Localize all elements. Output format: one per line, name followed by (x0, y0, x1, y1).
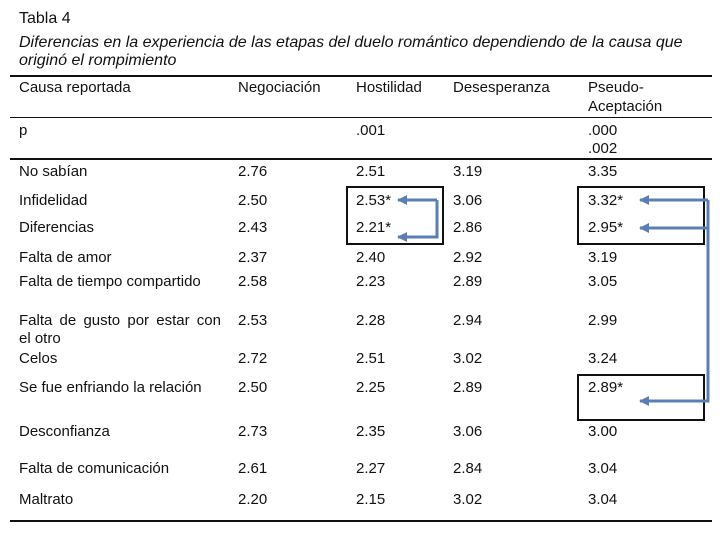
hostility-bracket-arrow-bottom (398, 200, 437, 237)
cell-cause: No sabían (19, 163, 88, 180)
header-pseudo-line2: Aceptación (588, 98, 663, 115)
cell-negotiation: 2.20 (238, 491, 268, 508)
cell-cause: Se fue enfriando la relación (19, 379, 202, 396)
cell-hostility: 2.40 (356, 249, 386, 266)
cell-hostility: 2.51 (356, 163, 386, 180)
cell-cause: Falta de gusto por estar con el otro (19, 312, 221, 347)
header-cause: Causa reportada (19, 79, 131, 96)
cell-hostility: 2.27 (356, 460, 386, 477)
cell-despair: 2.94 (453, 312, 483, 329)
cell-negotiation: 2.58 (238, 273, 268, 290)
cell-pseudo-acceptance: 3.04 (588, 460, 618, 477)
cell-cause: Maltrato (19, 491, 74, 508)
cell-despair: 2.84 (453, 460, 483, 477)
header-negotiation: Negociación (238, 79, 321, 96)
cell-negotiation: 2.72 (238, 350, 268, 367)
cell-pseudo-acceptance: 2.95* (588, 219, 624, 236)
cell-despair: 2.89 (453, 379, 483, 396)
cell-pseudo-acceptance: 3.00 (588, 423, 618, 440)
table-label: Tabla 4 (19, 10, 71, 27)
header-hostility: Hostilidad (356, 79, 422, 96)
cell-negotiation: 2.53 (238, 312, 268, 329)
cell-cause: Falta de amor (19, 249, 112, 266)
cell-despair: 2.92 (453, 249, 483, 266)
cell-hostility: 2.23 (356, 273, 386, 290)
cell-cause: Infidelidad (19, 192, 88, 209)
cell-hostility: 2.28 (356, 312, 386, 329)
cell-cause: Falta de tiempo compartido (19, 273, 201, 290)
cell-despair: 3.19 (453, 163, 483, 180)
cell-hostility: 2.21* (356, 219, 392, 236)
cell-pseudo-acceptance: 3.19 (588, 249, 618, 266)
p-pseudo-line2: .002 (588, 140, 618, 157)
cell-cause: Diferencias (19, 219, 95, 236)
p-pseudo-line1: .000 (588, 122, 618, 139)
cell-cause: Desconfianza (19, 423, 110, 440)
cell-negotiation: 2.50 (238, 379, 268, 396)
cell-hostility: 2.51 (356, 350, 386, 367)
table-caption: Diferencias en la experiencia de las etapas del duelo romántico dependiendo de la causa que originó el rompimiento (19, 34, 683, 69)
cell-negotiation: 2.50 (238, 192, 268, 209)
cell-despair: 3.06 (453, 423, 483, 440)
cell-pseudo-acceptance: 3.35 (588, 163, 618, 180)
cell-cause: Celos (19, 350, 58, 367)
cell-hostility: 2.25 (356, 379, 386, 396)
p-label: p (19, 122, 28, 139)
header-despair: Desesperanza (453, 79, 550, 96)
pseudo-bracket-arrow-bottom (640, 228, 708, 401)
cell-pseudo-acceptance: 3.32* (588, 192, 624, 209)
cell-despair: 2.89 (453, 273, 483, 290)
cell-negotiation: 2.37 (238, 249, 268, 266)
cell-hostility: 2.35 (356, 423, 386, 440)
cell-negotiation: 2.43 (238, 219, 268, 236)
p-hostility: .001 (356, 122, 386, 139)
cell-pseudo-acceptance: 3.04 (588, 491, 618, 508)
cell-cause: Falta de comunicación (19, 460, 170, 477)
cell-hostility: 2.15 (356, 491, 386, 508)
cell-pseudo-acceptance: 2.89* (588, 379, 624, 396)
cell-negotiation: 2.76 (238, 163, 268, 180)
cell-pseudo-acceptance: 3.24 (588, 350, 618, 367)
cell-despair: 3.06 (453, 192, 483, 209)
cell-negotiation: 2.73 (238, 423, 268, 440)
cell-despair: 2.86 (453, 219, 483, 236)
cell-hostility: 2.53* (356, 192, 392, 209)
cell-despair: 3.02 (453, 491, 483, 508)
cell-negotiation: 2.61 (238, 460, 268, 477)
cell-despair: 3.02 (453, 350, 483, 367)
pseudo-bracket-arrow-middle (640, 200, 708, 228)
cell-pseudo-acceptance: 2.99 (588, 312, 618, 329)
header-pseudo-line1: Pseudo- (588, 79, 644, 96)
cell-pseudo-acceptance: 3.05 (588, 273, 618, 290)
